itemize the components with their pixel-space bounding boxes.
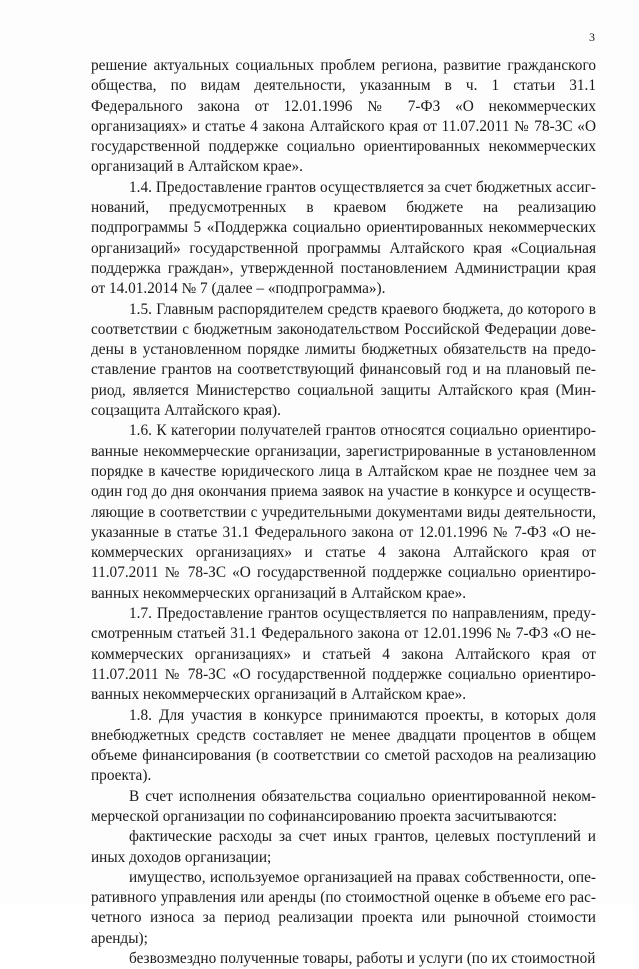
paragraph-continuation: решение актуальных социальных проблем региона, развитие гражданского общества, по видам деятельности, указанным в ч. 1 статьи 31.1 Федерального закона от 12.01.1996 № 7-ФЗ «О некоммерческих организациях» и статье 4 закона Алтайского края от 11.07.2011 № 78-ЗС «О государственной поддержке социально ориентированных некоммерческих организаций в Алтайском крае». [91,57,596,176]
paragraph-cofinancing: В счет исполнения обязательства социально ориентированной некоммерческой организации по софинансированию проекта засчитываются: [91,787,596,825]
paragraph-1-8: 1.8. Для участия в конкурсе принимаются проекты, в которых доля внебюджетных средств составляет не менее двадцати процентов в общем объеме финансирования (в соответствии со сметой расходов на реализацию проекта). [91,706,596,785]
document-body [91,56,596,969]
paragraph-1-5: 1.5. Главным распорядителем средств краевого бюджета, до которого в соответствии с бюджетным законодательством Российской Федерации доведены в установленном порядке лимиты бюджетных обязательств на предоставление грантов на соответствующий финансовый год и на плановый период, является Министерство социальной защиты Алтайского края (Минсоцзащита Алтайского края). [91,300,596,420]
page-number: 3 [589,30,595,44]
paragraph-free-goods: безвозмездно полученные товары, работы и услуги (по их стоимостной [129,950,596,968]
paragraph-1-7: 1.7. Предоставление грантов осуществляется по направлениям, предусмотренным статьей 31.1 Федерального закона от 12.01.1996 № 7-ФЗ «О некоммерческих организациях» и статьей 4 закона Алтайского края от 11.07.2011 № 78-ЗС «О государственной поддержке социально ориентированных некоммерческих организаций в Алтайском крае». [91,605,596,704]
paragraph-1-6: 1.6. К категории получателей грантов относятся социально ориентированные некоммерческие организации, зарегистрированные в установленном порядке в качестве юридического лица в Алтайском крае не позднее чем за один год до дня окончания приема заявок на участие в конкурсе и осуществляющие в соответствии с учредительными документами виды деятельности, указанные в статье 31.1 Федерального закона от 12.01.1996 № 7-ФЗ «О некоммерческих организациях» и статье 4 закона Алтайского края от 11.07.2011 № 78-ЗС «О государственной поддержке социально ориентированных некоммерческих организаций в Алтайском крае». [91,422,596,602]
paragraph-property: имущество, используемое организацией на правах собственности, оперативного управления или аренды (по стоимостной оценке в объеме его расчетного износа за период реализации проекта или рыночной стоимости аренды); [91,868,596,947]
paragraph-actual-expenses: фактические расходы за счет иных грантов, целевых поступлений и иных доходов организации; [91,828,596,866]
paragraph-1-4: 1.4. Предоставление грантов осуществляется за счет бюджетных ассигнований, предусмотренных в краевом бюджете на реализацию подпрограммы 5 «Поддержка социально ориентированных некоммерческих организаций» государственной программы Алтайского края «Социальная поддержка граждан», утвержденной постановлением Администрации края от 14.01.2014 № 7 (далее – «подпрограмма»). [91,178,596,298]
